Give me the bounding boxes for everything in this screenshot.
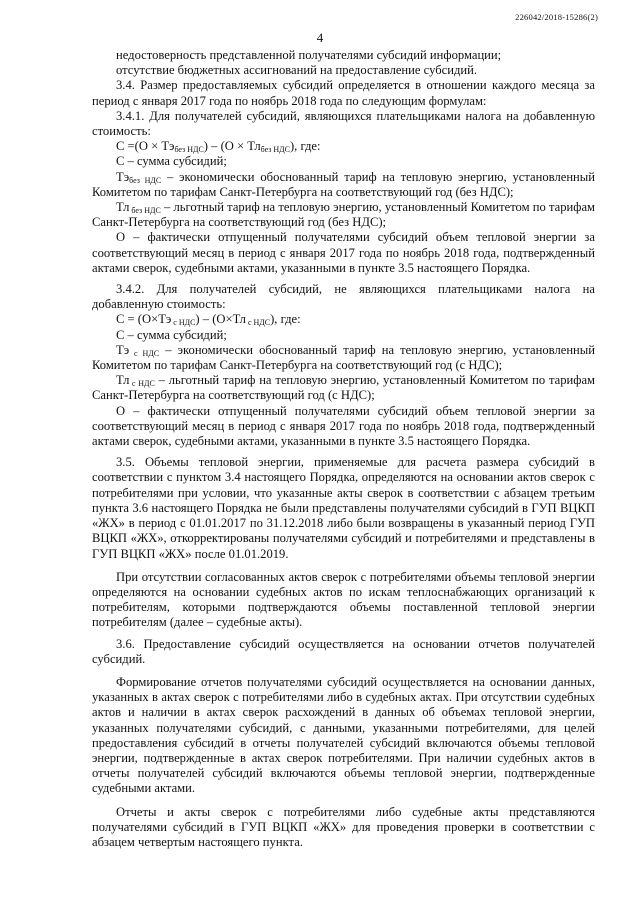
paragraph: С – сумма субсидий;: [116, 154, 227, 169]
paragraph: 3.4. Размер предоставляемых субсидий определяется в отношении каждого месяца за период с января 2017 года по ноябрь 2018 года по следующим формулам:: [92, 78, 595, 108]
paragraph: С – сумма субсидий;: [116, 327, 227, 342]
paragraph: При отсутствии согласованных актов сверок с потребителями объемы тепловой энергии определяются на основании судебных актов по искам теплоснабжающих организаций к потребителям, которыми подтверждаются объемы поставленной тепловой энергии потребителям (далее – судебные акты).: [92, 569, 595, 630]
definition: $Тэ_{без НДС}$ – экономически обоснованный тариф на тепловую энергию, установленный Комитетом по тарифам Санкт-Петербурга на соответствующий год (без НДС);: [92, 169, 595, 199]
spacer: [92, 562, 595, 570]
formula: $С =(О \times Тэ_{без НДС}) - (О \times Тл_{без НДС})$, где:: [116, 139, 321, 155]
spacer: [92, 797, 595, 805]
definition: Тл $_{без НДС}$ – льготный тариф на тепловую энергию, установленный Комитетом по тарифам Санкт-Петербурга на соответствующий год (без НДС);: [92, 200, 595, 230]
paragraph: 3.4.1. Для получателей субсидий, являющихся плательщиками налога на добавленную стоимость:: [92, 108, 595, 139]
paragraph: Формирование отчетов получателями субсидий осуществляется на основании данных, указанных в актах сверок с потребителями либо в судебных актах. При отсутствии судебных актов и наличии в актах сверок расхождений в данных об объемах тепловой энергии, указанных получателями субсидий, с данными, указанными потребителями, для целей предоставления субсидий в отчеты получателей субсидий включаются объемы тепловой энергии, подтвержденные в актах сверок потребителями. При наличии судебных актов в отчеты получателей субсидий включаются объемы тепловой энергии, подтвержденные судебными актами.: [92, 674, 595, 796]
paragraph: О – фактически отпущенный получателями субсидий объем тепловой энергии за соответствующий месяц в период с января 2017 года по ноябрь 2018 года, подтвержденный актами сверок, судебными актами, указанными в пункте 3.5 настоящего Порядка.: [92, 230, 595, 275]
spacer: [92, 667, 595, 675]
document-number: 226042/2018-15286(2): [515, 12, 598, 22]
formula: С = (О×Тэ $_{с НДС}$) – (О×Тл $_{с НДС}$), где:: [116, 312, 301, 328]
paragraph: 3.5. Объемы тепловой энергии, применяемые для расчета размера субсидий в соответствии с пунктом 3.4 настоящего Порядка, определяются на основании актов сверок с потребителями при условии, что указанные акты сверок в соответствии с абзацем третьим пункта 3.6 настоящего Порядка не были представлены получателями субсидий в ГУП ВЦКП «ЖХ» в период с 01.01.2017 по 31.12.2018 либо были возвращены в указанный период ГУП ВЦКП «ЖХ», откорректированы получателями субсидий и потребителями и представлены в ГУП ВЦКП «ЖХ» после 01.01.2019.: [92, 455, 595, 561]
paragraph: недостоверность представленной получателями субсидий информации;: [116, 48, 502, 62]
definition: Тэ $_{с НДС}$ – экономически обоснованный тариф на тепловую энергию, установленный Комитетом по тарифам Санкт-Петербурга на соответствующий год (с НДС);: [92, 342, 595, 373]
paragraph: 3.6. Предоставление субсидий осуществляется на основании отчетов получателей субсидий.: [92, 636, 595, 666]
paragraph: 3.4.2. Для получателей субсидий, не являющихся плательщиками налога на добавленную стоимость:: [92, 282, 595, 312]
definition: Тл $_{с НДС}$ – льготный тариф на тепловую энергию, установленный Комитетом по тарифам Санкт-Петербурга на соответствующий год (с НДС);: [92, 373, 595, 403]
paragraph: отсутствие бюджетных ассигнований на предоставление субсидий.: [116, 63, 477, 78]
paragraph: О – фактически отпущенный получателями субсидий объем тепловой энергии за соответствующий месяц в период с января 2017 года по ноябрь 2018 года, подтвержденный актами сверок, судебными актами, указанными в пункте 3.5 настоящего Порядка.: [92, 403, 595, 449]
document-body: [92, 48, 595, 850]
paragraph: Отчеты и акты сверок с потребителями либо судебные акты представляются получателями субсидий в ГУП ВЦКП «ЖХ» для проведения проверки в соответствии с абзацем четвертым настоящего пункта.: [92, 804, 595, 849]
page-number: 4: [316, 30, 324, 45]
